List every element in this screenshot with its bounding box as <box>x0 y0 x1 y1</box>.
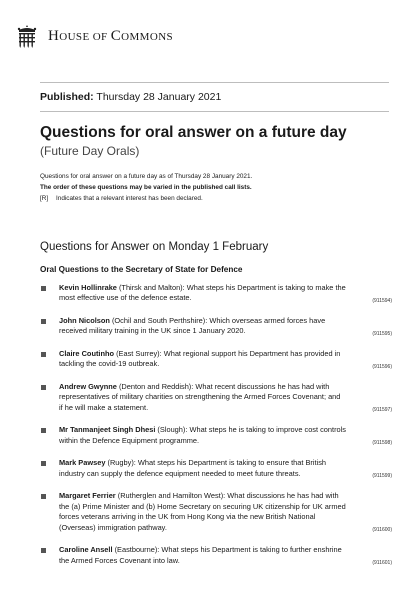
question-text: What regional support his Department has provided in tackling the covid-19 outbreak. <box>59 349 341 369</box>
question-text: What steps his Department is taking to ensure that British industry can supply the defence equipment needed to meet future threats. <box>59 458 327 478</box>
member-name: John Nicolson <box>59 316 110 325</box>
member-name: Kevin Hollinrake <box>59 283 117 292</box>
bullet-square-icon <box>41 385 46 390</box>
note-as-of: Questions for oral answer on a future day as of Thursday 28 January 2021. <box>40 173 253 180</box>
bullet-square-icon <box>41 319 46 324</box>
member-name: Caroline Ansell <box>59 545 113 555</box>
constituency: (Rugby): <box>105 458 138 468</box>
page-subtitle: (Future Day Orals) <box>40 144 140 158</box>
member-name: Andrew Gwynne <box>59 382 117 391</box>
member-name: Claire Coutinho <box>59 349 115 358</box>
published-date: Thursday 28 January 2021 <box>93 91 222 103</box>
bullet-square-icon <box>41 286 46 291</box>
question-item <box>40 458 392 479</box>
bullet-square-icon <box>41 428 46 433</box>
member-name: Mark Pawsey <box>59 458 106 468</box>
note-interest <box>40 195 203 202</box>
question-text: What recent discussions he has had with representatives of military charities on strengthening the Armed Forces Covenant; and if he will make a statement. <box>59 382 341 412</box>
portcullis-logo <box>16 24 38 48</box>
question-item <box>40 425 392 446</box>
constituency: (Slough): <box>155 425 190 435</box>
question-item <box>40 349 392 370</box>
constituency: (East Surrey): <box>114 349 164 358</box>
question-item <box>40 491 392 533</box>
question-ref: (911598) <box>372 440 392 447</box>
question-text: Which overseas armed forces have received military training in the UK since 1 January 2020. <box>59 316 326 336</box>
question-text: What steps his Department is taking to make the most effective use of the defence estate. <box>59 283 346 303</box>
department-heading: Oral Questions to the Secretary of State for Defence <box>40 265 243 274</box>
question-ref: (911594) <box>372 297 392 304</box>
question-ref: (911595) <box>372 330 392 337</box>
section-heading: Questions for Answer on Monday 1 February <box>40 241 269 253</box>
question-item <box>40 316 392 337</box>
top-divider <box>40 82 389 83</box>
question-text: What discussions he has had with the (a) Prime Minister and (b) Home Secretary on securing UK citizenship for UK armed forces veterans arriving in the UK from Hong Kong via the new British National (Overseas) immigration pathway. <box>59 491 346 532</box>
published-label: Published: <box>40 91 94 103</box>
bullet-square-icon <box>41 352 46 357</box>
page-title: Questions for oral answer on a future day <box>40 124 347 141</box>
constituency: (Denton and Reddish): <box>116 382 196 391</box>
interest-text: Indicates that a relevant interest has been declared. <box>56 195 203 202</box>
constituency: (Eastbourne): <box>112 545 162 555</box>
question-ref: (911599) <box>372 473 392 480</box>
member-name: Margaret Ferrier <box>59 491 116 501</box>
question-list <box>40 283 392 578</box>
constituency: (Ochil and South Perthshire): <box>109 316 210 325</box>
question-item <box>40 283 392 304</box>
member-name: Mr Tanmanjeet Singh Dhesi <box>59 425 156 435</box>
question-ref: (911600) <box>372 527 392 534</box>
question-ref: (911601) <box>372 560 392 567</box>
question-text: What steps his Department is taking to further enshrine the Armed Forces Covenant into law. <box>59 545 342 565</box>
question-item <box>40 382 392 413</box>
question-item <box>40 545 392 566</box>
page-header <box>16 24 173 48</box>
bullet-square-icon <box>41 494 46 499</box>
published-divider <box>40 111 389 112</box>
constituency: (Thirsk and Malton): <box>116 283 187 292</box>
note-order: The order of these questions may be varied in the published call lists. <box>40 184 252 191</box>
question-ref: (911596) <box>372 363 392 370</box>
constituency: (Rutherglen and Hamilton West): <box>115 491 228 501</box>
question-text: What steps he is taking to improve cost controls within the Defence Equipment programme. <box>59 425 346 445</box>
interest-code: [R] <box>40 195 49 202</box>
house-of-commons-wordmark: HOUSE OF COMMONS <box>48 27 174 44</box>
published-line <box>40 91 221 103</box>
question-ref: (911597) <box>372 407 392 414</box>
bullet-square-icon <box>41 548 46 553</box>
bullet-square-icon <box>41 461 46 466</box>
